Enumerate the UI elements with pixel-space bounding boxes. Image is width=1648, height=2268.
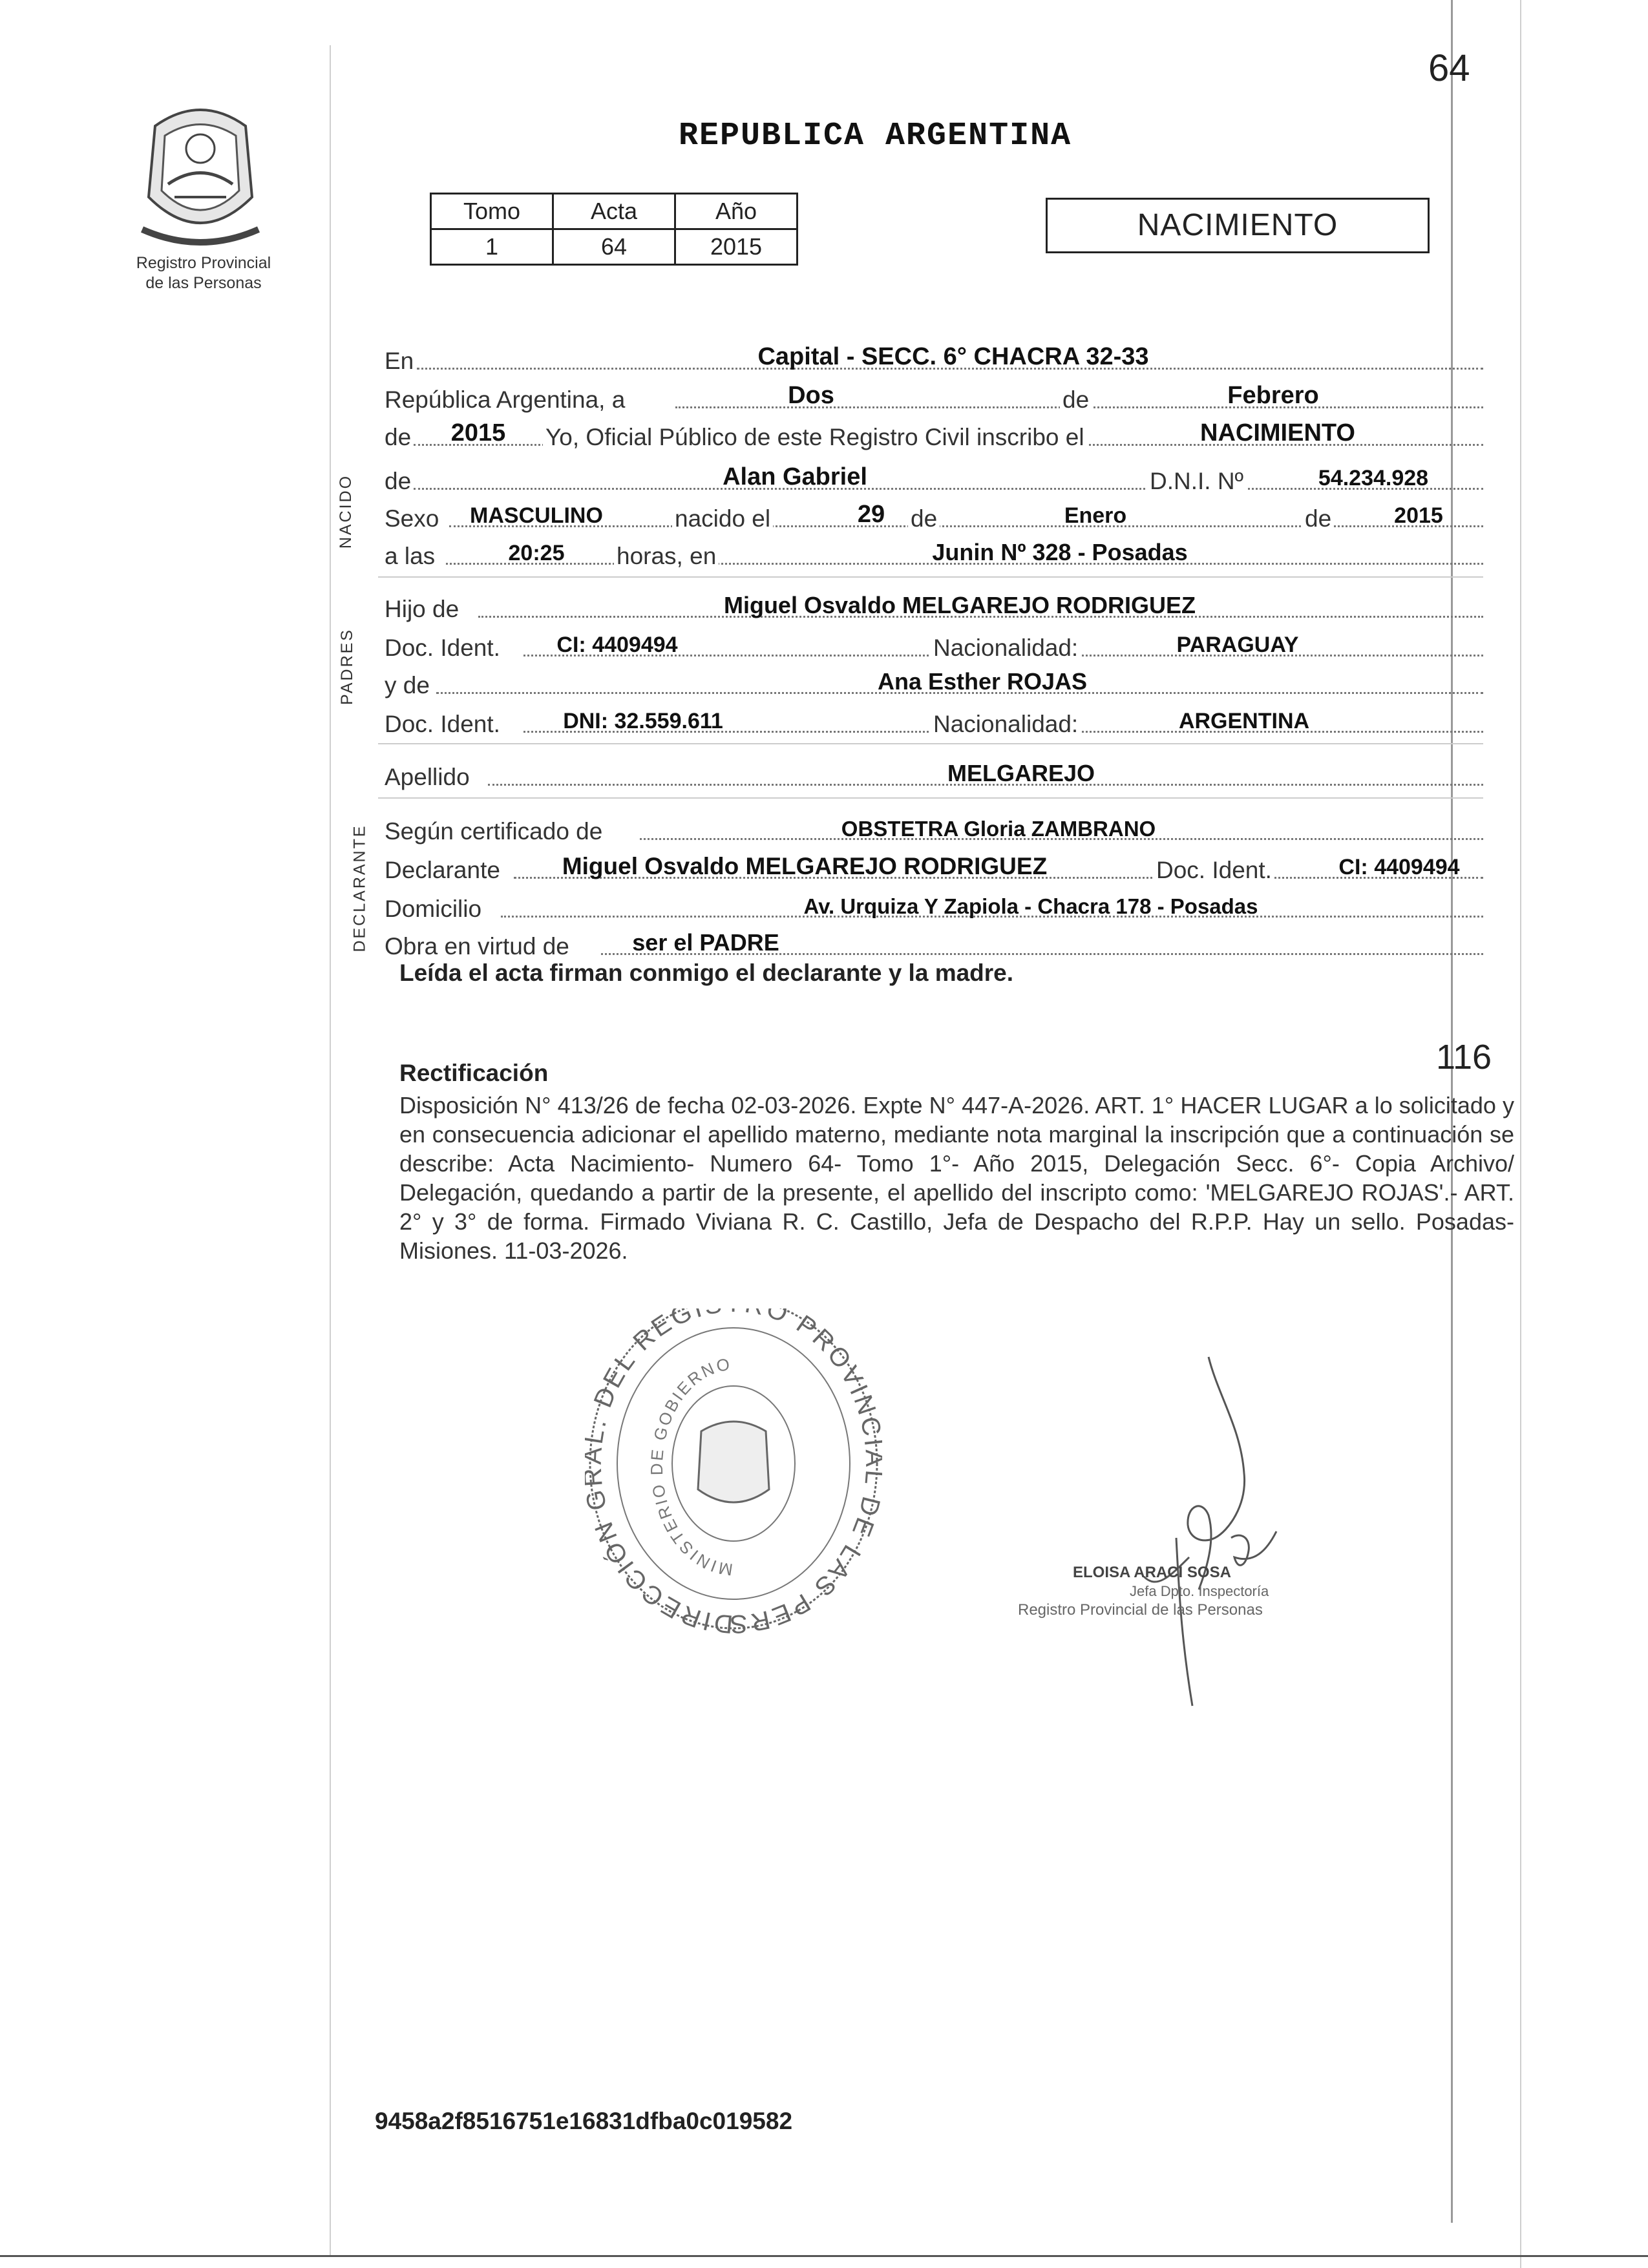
address-value: Av. Urquiza Y Zapiola - Chacra 178 - Posadas	[803, 894, 1258, 918]
sex-value: MASCULINO	[470, 503, 603, 528]
hijo-label: Hijo de	[385, 596, 461, 623]
birth-place-value: Junin Nº 328 - Posadas	[932, 539, 1188, 565]
section-divider	[378, 743, 1483, 744]
logo-caption	[110, 253, 297, 293]
row-apellido	[385, 753, 1483, 792]
signatory-role: Jefa Dpto. Inspectoría	[1130, 1583, 1269, 1599]
certificate-value: OBSTETRA Gloria ZAMBRANO	[841, 817, 1156, 841]
doc2-label: Doc. Ident.	[385, 711, 503, 738]
row-en	[385, 337, 1483, 376]
row-padre	[385, 585, 1483, 624]
domicilio-label: Domicilio	[385, 896, 484, 923]
record-table	[430, 193, 798, 266]
sexo-label: Sexo	[385, 505, 441, 532]
signatory-name: ELOISA ARACI SOSA	[1073, 1564, 1231, 1581]
row-fecha	[385, 376, 1483, 415]
doc1-label: Doc. Ident.	[385, 635, 503, 662]
child-name-value: Alan Gabriel	[723, 463, 867, 490]
row-nombre	[385, 457, 1483, 496]
obra-label: Obra en virtud de	[385, 933, 572, 960]
birth-time-value: 20:25	[508, 541, 565, 565]
section-divider	[378, 797, 1483, 799]
day-value: Dos	[788, 382, 834, 409]
nacido-label: nacido el	[672, 505, 773, 532]
provincial-coat-of-arms-logo	[129, 100, 271, 249]
page-edge-line	[1520, 0, 1521, 2268]
official-seal	[585, 1308, 882, 1651]
mother-doc-value: DNI: 32.559.611	[563, 709, 723, 733]
seal-outer-text: DIRECCIÓN . DEL REG O PROVIN DE LAS PERS	[585, 1308, 882, 1639]
row-obra	[385, 923, 1483, 961]
de-label: de	[1060, 386, 1092, 414]
horas-label: horas, en	[614, 543, 719, 570]
row-inscribo	[385, 414, 1483, 452]
segun-label: Según certificado de	[385, 818, 605, 845]
row-sexo	[385, 495, 1483, 534]
document-title: REPUBLICA ARGENTINA	[679, 118, 1072, 154]
record-header-anio: Año	[675, 194, 798, 229]
row-doc-madre	[385, 700, 1483, 739]
side-label-nacido: NACIDO	[337, 474, 355, 549]
mother-name-value: Ana Esther ROJAS	[877, 668, 1088, 695]
page-number: 64	[1428, 47, 1470, 89]
record-value-acta: 64	[553, 229, 675, 265]
row-declarante	[385, 846, 1483, 885]
doc3-label: Doc. Ident.	[1154, 857, 1274, 884]
seal-inner-text: MINISTERIO DE GOBIERNO	[646, 1354, 734, 1580]
document-hash: 9458a2f8516751e16831dfba0c019582	[375, 2108, 793, 2134]
row-doc-padre	[385, 624, 1483, 663]
birth-year-value: 2015	[1394, 503, 1443, 528]
signatory-organization: Registro Provincial de las Personas	[1018, 1601, 1263, 1619]
nacionalidad2-label: Nacionalidad:	[931, 711, 1081, 738]
alas-label: a las	[385, 543, 438, 570]
de5-label: de	[1302, 505, 1334, 532]
declarante-label: Declarante	[385, 857, 503, 884]
record-value-tomo: 1	[431, 229, 553, 265]
record-type-box: NACIMIENTO	[1046, 198, 1430, 253]
row-hora	[385, 532, 1483, 571]
left-margin-line	[330, 45, 331, 2255]
surname-value: MELGAREJO	[947, 760, 1095, 786]
de2-label: de	[385, 424, 414, 451]
closing-statement: Leída el acta firman conmigo el declarante y la madre.	[399, 960, 1014, 986]
row-madre	[385, 662, 1483, 700]
dni-value: 54.234.928	[1318, 466, 1429, 490]
row-segun	[385, 808, 1483, 846]
page-number-secondary: 116	[1436, 1038, 1492, 1076]
handwritten-signature	[1112, 1344, 1305, 1719]
apellido-label: Apellido	[385, 764, 472, 791]
republica-label: República Argentina, a	[385, 386, 628, 414]
month-value: Febrero	[1227, 382, 1319, 409]
side-label-declarante: DECLARANTE	[350, 824, 369, 952]
father-nationality-value: PARAGUAY	[1176, 633, 1299, 657]
section-divider	[378, 576, 1483, 578]
en-label: En	[385, 348, 416, 375]
record-value-anio: 2015	[675, 229, 798, 265]
declarant-doc-value: CI: 4409494	[1338, 855, 1460, 879]
yde-label: y de	[385, 672, 432, 699]
mother-nationality-value: ARGENTINA	[1178, 709, 1310, 733]
rectificacion-body: Disposición N° 413/26 de fecha 02-03-2026. Expte N° 447-A-2026. ART. 1° HACER LUGAR a lo solicitado y en consecuencia adicionar el apellido materno, mediante nota marginal la inscripción que a continuación se describe: Acta Nacimiento- Numero 64- Tomo 1°- Año 2015, Delegación Secc. 6°- Copia Archivo/ Delegación, quedando a partir de la presente, el apellido del inscripto como: 'MELGAREJO ROJAS'.- ART. 2° y 3° de forma. Firmado Viviana R. C. Castillo, Jefa de Despacho del R.P.P. Hay un sello. Posadas- Misiones. 11-03-2026.	[399, 1092, 1514, 1264]
bottom-edge-line	[0, 2255, 1648, 2257]
row-domicilio	[385, 885, 1483, 924]
father-name-value: Miguel Osvaldo MELGAREJO RODRIGUEZ	[723, 592, 1196, 618]
logo-caption-line2: de las Personas	[145, 274, 262, 292]
birth-month-value: Enero	[1064, 503, 1127, 528]
father-doc-value: CI: 4409494	[556, 633, 678, 657]
birth-day-value: 29	[857, 501, 885, 528]
yo-label: Yo, Oficial Público de este Registro Civil inscribo el	[543, 424, 1087, 451]
record-header-acta: Acta	[553, 194, 675, 229]
logo-caption-line1: Registro Provincial	[136, 254, 271, 272]
de3-label: de	[385, 468, 414, 495]
dni-label: D.N.I. Nº	[1147, 468, 1246, 495]
year-value: 2015	[450, 419, 506, 446]
record-header-tomo: Tomo	[431, 194, 553, 229]
nacionalidad1-label: Nacionalidad:	[931, 635, 1081, 662]
place-value: Capital - SECC. 6° CHACRA 32-33	[757, 343, 1149, 370]
side-label-padres: PADRES	[337, 628, 356, 705]
inscribo-value: NACIMIENTO	[1200, 419, 1355, 446]
declarant-name-value: Miguel Osvaldo MELGAREJO RODRIGUEZ	[562, 853, 1048, 879]
rectificacion-title: Rectificación	[399, 1060, 549, 1086]
de4-label: de	[908, 505, 940, 532]
basis-value: ser el PADRE	[632, 929, 779, 956]
